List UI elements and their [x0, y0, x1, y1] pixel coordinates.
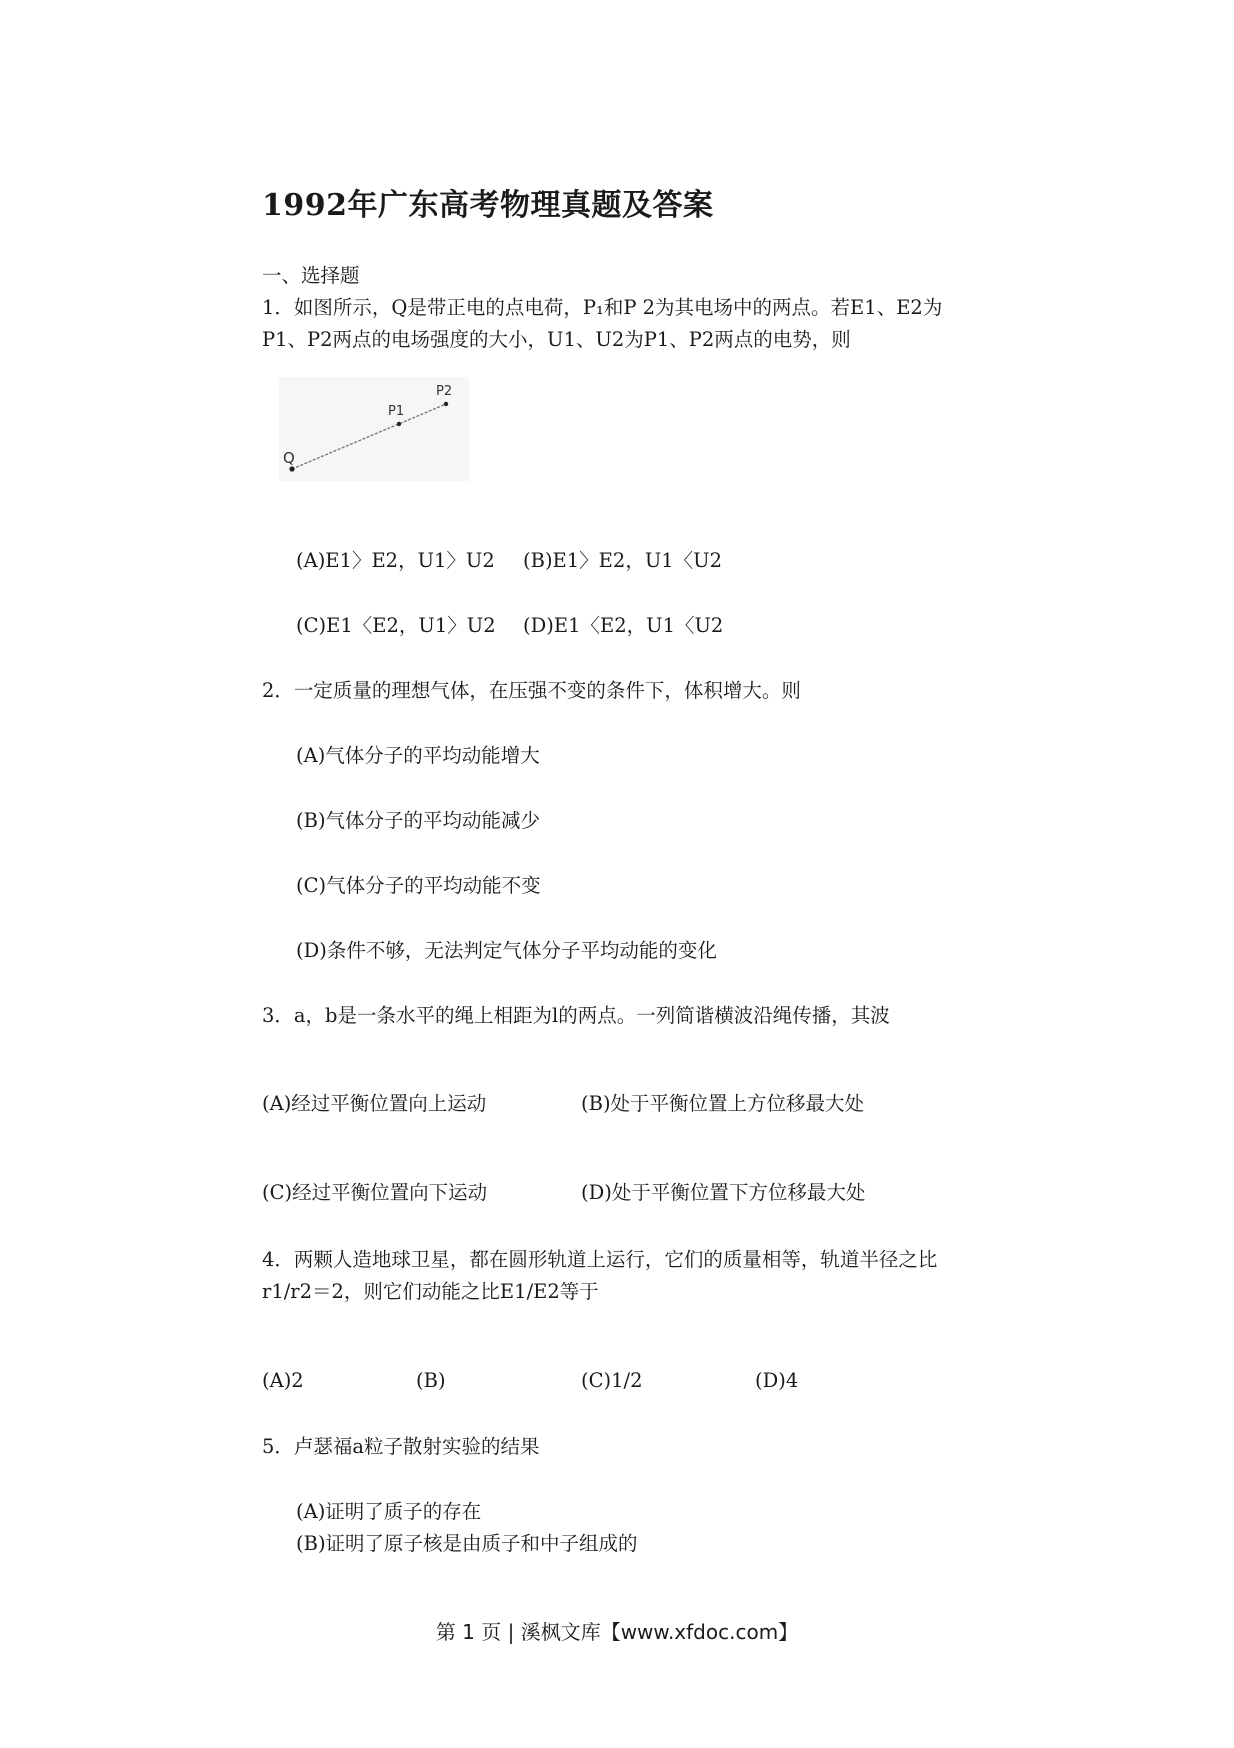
- page-title: 1992年广东高考物理真题及答案: [262, 188, 714, 223]
- q4-option-b: (B): [416, 1369, 446, 1392]
- label-p2: P2: [436, 384, 453, 399]
- charge-q-point: [289, 466, 294, 471]
- q2-stem: 2．一定质量的理想气体，在压强不变的条件下，体积增大。则: [262, 679, 801, 702]
- q2-option-c: (C)气体分子的平均动能不变: [296, 874, 541, 897]
- label-p1: P1: [388, 404, 405, 419]
- q1-option-b: (B)E1〉E2，U1〈U2: [523, 549, 723, 572]
- q2-option-b: (B)气体分子的平均动能减少: [296, 809, 541, 832]
- q4-stem-line2: r1/r2＝2，则它们动能之比E1/E2等于: [262, 1280, 599, 1303]
- q2-option-d: (D)条件不够，无法判定气体分子平均动能的变化: [296, 939, 717, 962]
- label-q: Q: [283, 449, 295, 467]
- q1-option-c: (C)E1〈E2，U1〉U2: [296, 614, 496, 637]
- q3-option-c: (C)经过平衡位置向下运动: [262, 1181, 488, 1204]
- q4-option-d: (D)4: [755, 1369, 799, 1392]
- q3-option-b: (B)处于平衡位置上方位移最大处: [581, 1092, 865, 1115]
- q1-field-figure: [279, 377, 469, 481]
- q4-option-c: (C)1/2: [581, 1369, 643, 1392]
- q3-option-a: (A)经过平衡位置向上运动: [262, 1092, 487, 1115]
- q5-option-b: (B)证明了原子核是由质子和中子组成的: [296, 1532, 638, 1555]
- q1-option-d: (D)E1〈E2，U1〈U2: [523, 614, 724, 637]
- section-heading: 一、选择题: [262, 264, 360, 287]
- q1-stem-line2: P1、P2两点的电场强度的大小，U1、U2为P1、P2两点的电势，则: [262, 328, 851, 351]
- q4-option-a: (A)2: [262, 1369, 304, 1392]
- q3-option-d: (D)处于平衡位置下方位移最大处: [581, 1181, 866, 1204]
- point-p2: [444, 402, 448, 406]
- q1-option-a: (A)E1〉E2，U1〉U2: [296, 549, 495, 572]
- q5-option-a: (A)证明了质子的存在: [296, 1500, 482, 1523]
- q4-stem-line1: 4．两颗人造地球卫星，都在圆形轨道上运行，它们的质量相等，轨道半径之比: [262, 1248, 938, 1271]
- q1-stem-line1: 1．如图所示，Q是带正电的点电荷，P₁和P 2为其电场中的两点。若E1、E2为: [262, 296, 943, 319]
- q3-stem: 3．a，b是一条水平的绳上相距为l的两点。一列简谐横波沿绳传播，其波: [262, 1004, 890, 1027]
- page-footer: 第 1 页 | 溪枫文库【www.xfdoc.com】: [435, 1620, 799, 1644]
- q2-option-a: (A)气体分子的平均动能增大: [296, 744, 540, 767]
- point-p1: [397, 422, 401, 426]
- q5-stem: 5．卢瑟福a粒子散射实验的结果: [262, 1435, 540, 1458]
